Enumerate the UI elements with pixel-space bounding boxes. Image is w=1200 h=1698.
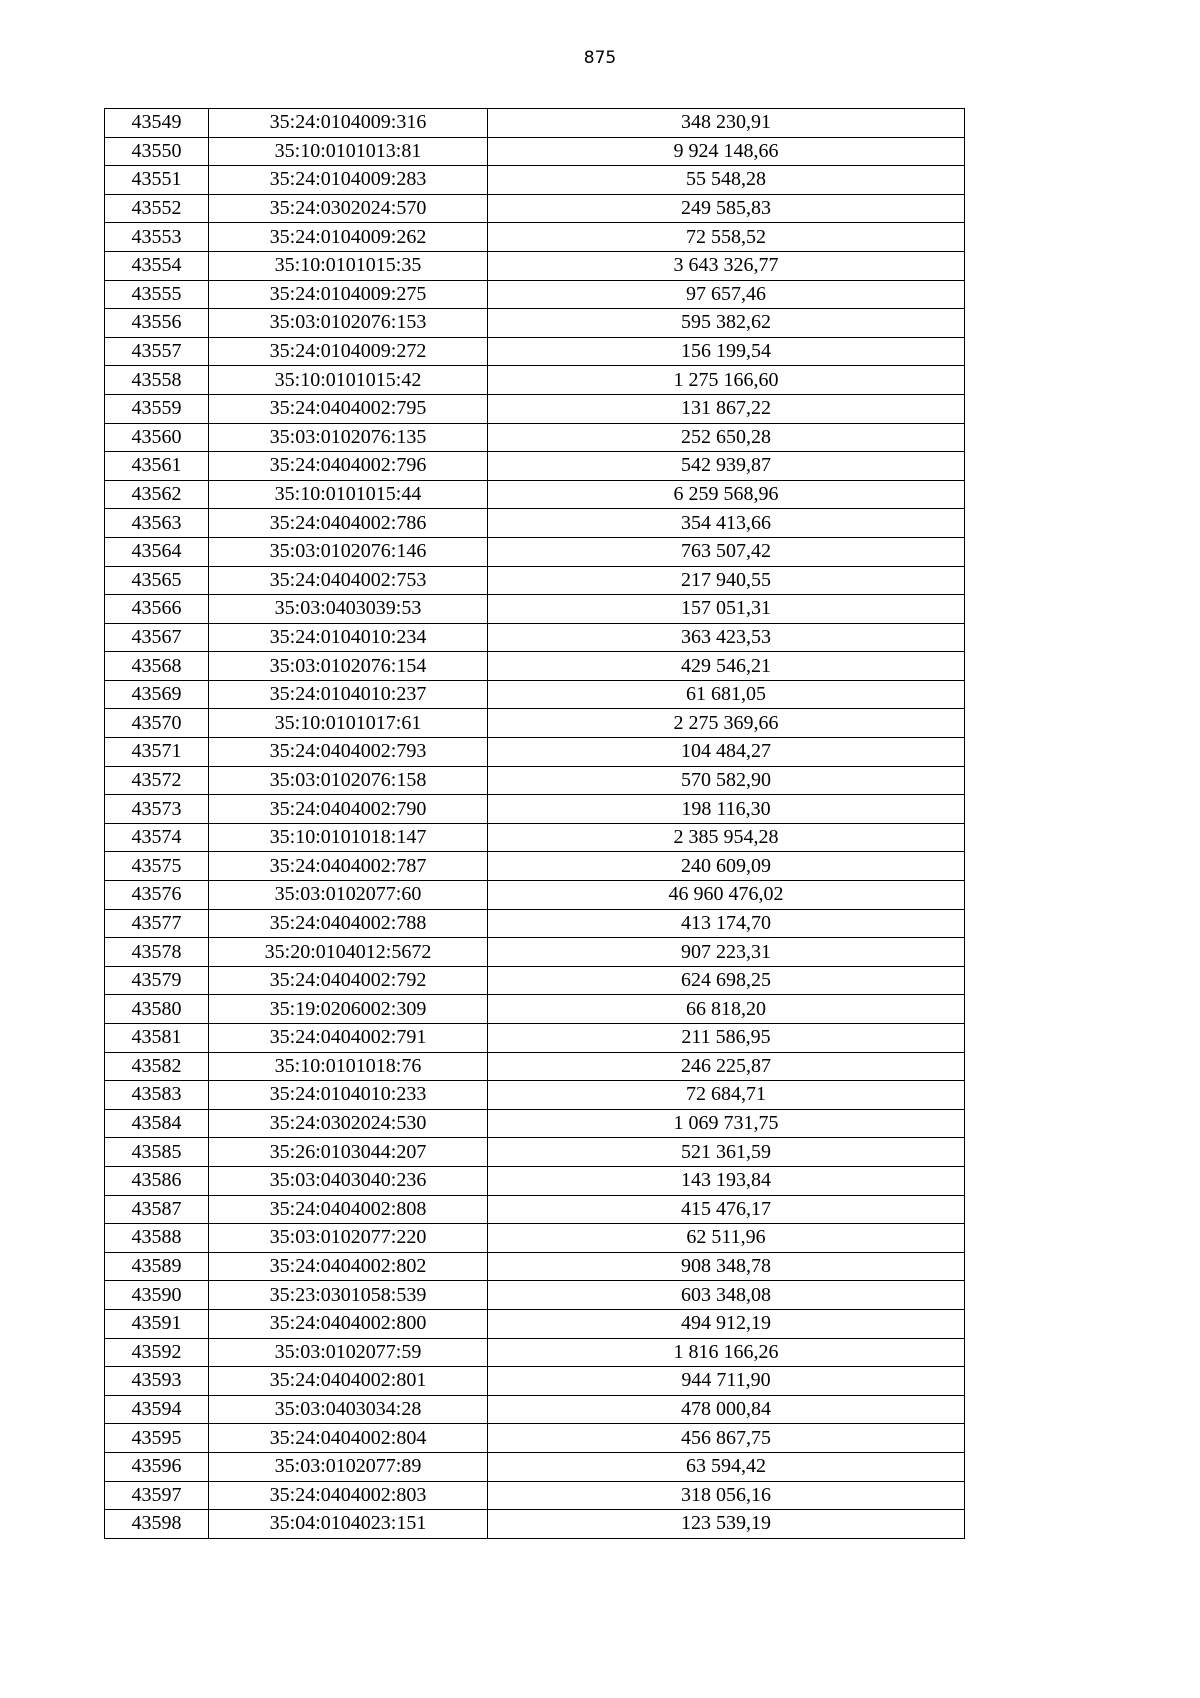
row-number-cell: 43575	[105, 852, 209, 881]
row-number-cell: 43597	[105, 1481, 209, 1510]
cadastral-number-cell: 35:24:0104009:316	[209, 109, 488, 138]
row-number-cell: 43593	[105, 1367, 209, 1396]
cadastral-value-cell: 908 348,78	[488, 1252, 965, 1281]
cadastral-value-cell: 521 361,59	[488, 1138, 965, 1167]
table-row	[105, 1081, 965, 1110]
row-number-cell: 43573	[105, 795, 209, 824]
table-row	[105, 1024, 965, 1053]
cadastral-number-cell: 35:24:0404002:791	[209, 1024, 488, 1053]
row-number-cell: 43550	[105, 137, 209, 166]
cadastral-number-cell: 35:24:0104010:233	[209, 1081, 488, 1110]
table-row	[105, 366, 965, 395]
table-row	[105, 1510, 965, 1539]
row-number-cell: 43565	[105, 566, 209, 595]
table-row	[105, 995, 965, 1024]
cadastral-value-cell: 156 199,54	[488, 337, 965, 366]
cadastral-number-cell: 35:10:0101015:35	[209, 251, 488, 280]
cadastral-value-cell: 1 069 731,75	[488, 1109, 965, 1138]
cadastral-value-cell: 595 382,62	[488, 309, 965, 338]
cadastral-number-cell: 35:24:0104009:262	[209, 223, 488, 252]
cadastral-number-cell: 35:20:0104012:5672	[209, 938, 488, 967]
table-row	[105, 852, 965, 881]
table-row	[105, 823, 965, 852]
cadastral-number-cell: 35:24:0404002:793	[209, 738, 488, 767]
cadastral-value-cell: 131 867,22	[488, 394, 965, 423]
row-number-cell: 43596	[105, 1452, 209, 1481]
cadastral-value-cell: 2 275 369,66	[488, 709, 965, 738]
cadastral-value-cell: 415 476,17	[488, 1195, 965, 1224]
table-row	[105, 1395, 965, 1424]
cadastral-number-cell: 35:10:0101018:76	[209, 1052, 488, 1081]
row-number-cell: 43572	[105, 766, 209, 795]
table-row	[105, 394, 965, 423]
cadastral-number-cell: 35:24:0404002:802	[209, 1252, 488, 1281]
row-number-cell: 43578	[105, 938, 209, 967]
table-row	[105, 1166, 965, 1195]
table-row	[105, 194, 965, 223]
cadastral-value-cell: 143 193,84	[488, 1166, 965, 1195]
row-number-cell: 43564	[105, 537, 209, 566]
row-number-cell: 43569	[105, 680, 209, 709]
cadastral-number-cell: 35:19:0206002:309	[209, 995, 488, 1024]
cadastral-number-cell: 35:24:0404002:753	[209, 566, 488, 595]
cadastral-value-cell: 211 586,95	[488, 1024, 965, 1053]
cadastral-value-table	[104, 108, 965, 1539]
cadastral-number-cell: 35:24:0404002:792	[209, 966, 488, 995]
cadastral-value-cell: 429 546,21	[488, 652, 965, 681]
cadastral-number-cell: 35:24:0404002:790	[209, 795, 488, 824]
row-number-cell: 43566	[105, 595, 209, 624]
row-number-cell: 43562	[105, 480, 209, 509]
row-number-cell: 43557	[105, 337, 209, 366]
cadastral-number-cell: 35:23:0301058:539	[209, 1281, 488, 1310]
row-number-cell: 43585	[105, 1138, 209, 1167]
cadastral-value-cell: 570 582,90	[488, 766, 965, 795]
table-row	[105, 337, 965, 366]
row-number-cell: 43579	[105, 966, 209, 995]
row-number-cell: 43561	[105, 452, 209, 481]
cadastral-value-cell: 9 924 148,66	[488, 137, 965, 166]
table-row	[105, 509, 965, 538]
cadastral-value-cell: 2 385 954,28	[488, 823, 965, 852]
cadastral-number-cell: 35:10:0101015:44	[209, 480, 488, 509]
cadastral-value-cell: 763 507,42	[488, 537, 965, 566]
cadastral-value-cell: 624 698,25	[488, 966, 965, 995]
row-number-cell: 43589	[105, 1252, 209, 1281]
cadastral-number-cell: 35:10:0101018:147	[209, 823, 488, 852]
page-number: 875	[583, 48, 617, 68]
row-number-cell: 43553	[105, 223, 209, 252]
cadastral-value-cell: 363 423,53	[488, 623, 965, 652]
row-number-cell: 43577	[105, 909, 209, 938]
cadastral-value-cell: 944 711,90	[488, 1367, 965, 1396]
cadastral-value-cell: 907 223,31	[488, 938, 965, 967]
cadastral-number-cell: 35:24:0302024:530	[209, 1109, 488, 1138]
table-row	[105, 966, 965, 995]
table-row	[105, 738, 965, 767]
table-row	[105, 223, 965, 252]
cadastral-value-cell: 97 657,46	[488, 280, 965, 309]
cadastral-number-cell: 35:24:0302024:570	[209, 194, 488, 223]
table-row	[105, 109, 965, 138]
cadastral-number-cell: 35:03:0102076:154	[209, 652, 488, 681]
cadastral-value-cell: 217 940,55	[488, 566, 965, 595]
cadastral-value-cell: 1 816 166,26	[488, 1338, 965, 1367]
cadastral-value-cell: 72 558,52	[488, 223, 965, 252]
row-number-cell: 43551	[105, 166, 209, 195]
row-number-cell: 43568	[105, 652, 209, 681]
table-row	[105, 1424, 965, 1453]
cadastral-number-cell: 35:04:0104023:151	[209, 1510, 488, 1539]
row-number-cell: 43586	[105, 1166, 209, 1195]
table-row	[105, 680, 965, 709]
cadastral-number-cell: 35:24:0404002:788	[209, 909, 488, 938]
row-number-cell: 43584	[105, 1109, 209, 1138]
cadastral-value-cell: 494 912,19	[488, 1309, 965, 1338]
table-row	[105, 1367, 965, 1396]
cadastral-number-cell: 35:24:0404002:800	[209, 1309, 488, 1338]
table-row	[105, 566, 965, 595]
cadastral-value-cell: 348 230,91	[488, 109, 965, 138]
cadastral-number-cell: 35:24:0404002:786	[209, 509, 488, 538]
cadastral-number-cell: 35:24:0404002:796	[209, 452, 488, 481]
row-number-cell: 43590	[105, 1281, 209, 1310]
cadastral-number-cell: 35:03:0102076:153	[209, 309, 488, 338]
table-row	[105, 1224, 965, 1253]
table-row	[105, 1138, 965, 1167]
row-number-cell: 43563	[105, 509, 209, 538]
cadastral-value-cell: 252 650,28	[488, 423, 965, 452]
cadastral-value-cell: 55 548,28	[488, 166, 965, 195]
cadastral-value-cell: 104 484,27	[488, 738, 965, 767]
cadastral-number-cell: 35:24:0404002:803	[209, 1481, 488, 1510]
cadastral-number-cell: 35:03:0403034:28	[209, 1395, 488, 1424]
cadastral-value-cell: 63 594,42	[488, 1452, 965, 1481]
table-row	[105, 709, 965, 738]
cadastral-value-cell: 157 051,31	[488, 595, 965, 624]
cadastral-number-cell: 35:03:0403040:236	[209, 1166, 488, 1195]
cadastral-number-cell: 35:03:0403039:53	[209, 595, 488, 624]
cadastral-value-cell: 46 960 476,02	[488, 881, 965, 910]
table-row	[105, 480, 965, 509]
cadastral-value-cell: 246 225,87	[488, 1052, 965, 1081]
table-row	[105, 623, 965, 652]
row-number-cell: 43554	[105, 251, 209, 280]
cadastral-value-cell: 61 681,05	[488, 680, 965, 709]
row-number-cell: 43552	[105, 194, 209, 223]
cadastral-value-cell: 456 867,75	[488, 1424, 965, 1453]
cadastral-value-cell: 318 056,16	[488, 1481, 965, 1510]
cadastral-value-cell: 240 609,09	[488, 852, 965, 881]
cadastral-number-cell: 35:24:0404002:795	[209, 394, 488, 423]
table-row	[105, 1052, 965, 1081]
cadastral-number-cell: 35:24:0104009:275	[209, 280, 488, 309]
cadastral-number-cell: 35:10:0101017:61	[209, 709, 488, 738]
table-row	[105, 1338, 965, 1367]
table-row	[105, 1481, 965, 1510]
cadastral-value-cell: 413 174,70	[488, 909, 965, 938]
cadastral-value-cell: 478 000,84	[488, 1395, 965, 1424]
cadastral-value-cell: 6 259 568,96	[488, 480, 965, 509]
row-number-cell: 43556	[105, 309, 209, 338]
table-row	[105, 1252, 965, 1281]
table-row	[105, 766, 965, 795]
table-row	[105, 1452, 965, 1481]
cadastral-value-cell: 542 939,87	[488, 452, 965, 481]
cadastral-number-cell: 35:24:0404002:808	[209, 1195, 488, 1224]
row-number-cell: 43567	[105, 623, 209, 652]
cadastral-value-cell: 603 348,08	[488, 1281, 965, 1310]
cadastral-value-cell: 123 539,19	[488, 1510, 965, 1539]
cadastral-number-cell: 35:24:0104010:234	[209, 623, 488, 652]
row-number-cell: 43558	[105, 366, 209, 395]
table-row	[105, 137, 965, 166]
row-number-cell: 43549	[105, 109, 209, 138]
cadastral-value-cell: 1 275 166,60	[488, 366, 965, 395]
row-number-cell: 43580	[105, 995, 209, 1024]
cadastral-value-cell: 66 818,20	[488, 995, 965, 1024]
row-number-cell: 43587	[105, 1195, 209, 1224]
row-number-cell: 43583	[105, 1081, 209, 1110]
cadastral-number-cell: 35:24:0404002:787	[209, 852, 488, 881]
table-row	[105, 423, 965, 452]
row-number-cell: 43570	[105, 709, 209, 738]
cadastral-value-cell: 354 413,66	[488, 509, 965, 538]
row-number-cell: 43582	[105, 1052, 209, 1081]
cadastral-number-cell: 35:26:0103044:207	[209, 1138, 488, 1167]
cadastral-number-cell: 35:24:0404002:804	[209, 1424, 488, 1453]
table-row	[105, 1109, 965, 1138]
row-number-cell: 43555	[105, 280, 209, 309]
row-number-cell: 43594	[105, 1395, 209, 1424]
cadastral-number-cell: 35:03:0102076:146	[209, 537, 488, 566]
table-row	[105, 909, 965, 938]
cadastral-value-cell: 62 511,96	[488, 1224, 965, 1253]
cadastral-value-cell: 198 116,30	[488, 795, 965, 824]
table-row	[105, 537, 965, 566]
table-row	[105, 1195, 965, 1224]
table-row	[105, 1309, 965, 1338]
table-row	[105, 166, 965, 195]
table-row	[105, 251, 965, 280]
table-body	[105, 109, 965, 1539]
cadastral-number-cell: 35:03:0102077:60	[209, 881, 488, 910]
table-row	[105, 1281, 965, 1310]
table-row	[105, 280, 965, 309]
table-row	[105, 795, 965, 824]
cadastral-value-cell: 72 684,71	[488, 1081, 965, 1110]
row-number-cell: 43588	[105, 1224, 209, 1253]
cadastral-number-cell: 35:03:0102077:89	[209, 1452, 488, 1481]
row-number-cell: 43595	[105, 1424, 209, 1453]
row-number-cell: 43598	[105, 1510, 209, 1539]
cadastral-number-cell: 35:03:0102076:158	[209, 766, 488, 795]
table-row	[105, 595, 965, 624]
cadastral-number-cell: 35:24:0104009:272	[209, 337, 488, 366]
cadastral-value-cell: 3 643 326,77	[488, 251, 965, 280]
table-row	[105, 452, 965, 481]
row-number-cell: 43560	[105, 423, 209, 452]
row-number-cell: 43559	[105, 394, 209, 423]
row-number-cell: 43591	[105, 1309, 209, 1338]
cadastral-number-cell: 35:03:0102077:59	[209, 1338, 488, 1367]
table-row	[105, 938, 965, 967]
cadastral-number-cell: 35:10:0101013:81	[209, 137, 488, 166]
cadastral-number-cell: 35:24:0104010:237	[209, 680, 488, 709]
table-row	[105, 881, 965, 910]
table-row	[105, 309, 965, 338]
row-number-cell: 43581	[105, 1024, 209, 1053]
cadastral-number-cell: 35:24:0404002:801	[209, 1367, 488, 1396]
cadastral-number-cell: 35:03:0102076:135	[209, 423, 488, 452]
cadastral-number-cell: 35:03:0102077:220	[209, 1224, 488, 1253]
row-number-cell: 43574	[105, 823, 209, 852]
cadastral-value-cell: 249 585,83	[488, 194, 965, 223]
cadastral-number-cell: 35:24:0104009:283	[209, 166, 488, 195]
table-row	[105, 652, 965, 681]
cadastral-number-cell: 35:10:0101015:42	[209, 366, 488, 395]
row-number-cell: 43571	[105, 738, 209, 767]
row-number-cell: 43592	[105, 1338, 209, 1367]
row-number-cell: 43576	[105, 881, 209, 910]
